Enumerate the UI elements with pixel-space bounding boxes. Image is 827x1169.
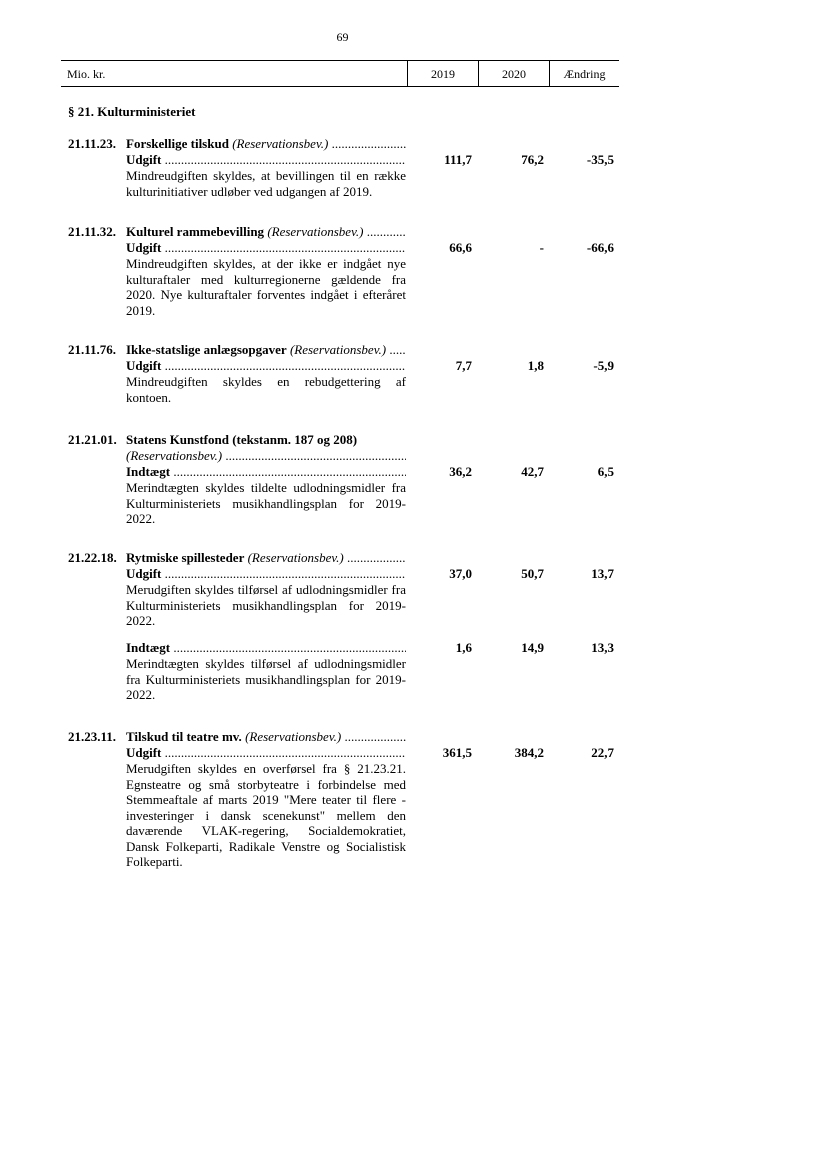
value-2020: 14,9 <box>521 640 544 655</box>
value-2019: 111,7 <box>444 152 472 167</box>
account-code: 21.23.11. <box>68 729 117 744</box>
entry-title: Statens Kunstfond (tekstanm. 187 og 208) <box>126 432 358 447</box>
table-header <box>61 60 619 87</box>
account-code: 21.11.23. <box>68 136 117 151</box>
column-change: Ændring <box>549 61 619 86</box>
entry-title: Kulturel rammebevilling <box>126 224 265 239</box>
entry-description: Mindreudgiften skyldes, at bevillingen til en række kulturinitiativer udløber ved udgangen af 2019. <box>126 168 406 199</box>
value-2020: - <box>539 240 544 255</box>
entry-description: Merudgiften skyldes tilførsel af udlodningsmidler fra Kulturministeriets musikhandlingsplan for 2019-2022. <box>126 582 406 628</box>
value-change: 6,5 <box>597 464 614 479</box>
value-2019: 37,0 <box>449 566 472 581</box>
entry-qualifier: (Reservationsbev.) <box>267 224 364 239</box>
entry-description: Mindreudgiften skyldes en rebudgettering af kontoen. <box>126 374 406 405</box>
row-label: Udgift <box>126 240 162 255</box>
page-number: 69 <box>336 30 349 44</box>
row-label: Indtægt <box>126 464 171 479</box>
entry-qualifier: (Reservationsbev.) <box>247 550 344 565</box>
entry-qualifier: (Reservationsbev.) <box>126 448 223 463</box>
value-2019: 1,6 <box>455 640 472 655</box>
account-code: 21.11.32. <box>68 224 117 239</box>
value-2020: 76,2 <box>521 152 544 167</box>
entry-qualifier: (Reservationsbev.) <box>245 729 342 744</box>
entry-description: Merindtægten skyldes tilførsel af udlodningsmidler fra Kulturministeriets musikhandlingsplan for 2019-2022. <box>126 656 406 702</box>
value-change: 22,7 <box>591 745 614 760</box>
value-change: -35,5 <box>586 152 614 167</box>
value-change: -66,6 <box>586 240 614 255</box>
row-label: Indtægt <box>126 640 171 655</box>
row-label: Udgift <box>126 152 162 167</box>
value-2019: 36,2 <box>449 464 472 479</box>
account-code: 21.11.76. <box>68 342 117 357</box>
entry-title: Forskellige tilskud <box>126 136 229 151</box>
unit-label: Mio. kr. <box>67 67 106 81</box>
value-2020: 50,7 <box>521 566 544 581</box>
value-change: -5,9 <box>593 358 614 373</box>
row-label: Udgift <box>126 358 162 373</box>
column-2019: 2019 <box>407 61 478 86</box>
entry-description: Mindreudgiften skyldes, at der ikke er indgået nye kulturaftaler med kulturregionerne gældende fra 2020. Nye kulturaftaler forventes indgået i efteråret 2019. <box>126 256 406 318</box>
value-2019: 361,5 <box>442 745 472 760</box>
row-label: Udgift <box>126 566 162 581</box>
entry-qualifier: (Reservationsbev.) <box>232 136 329 151</box>
value-change: 13,7 <box>591 566 614 581</box>
column-2020: 2020 <box>478 61 549 86</box>
value-2020: 1,8 <box>527 358 544 373</box>
entry-title: Rytmiske spillesteder <box>126 550 245 565</box>
value-change: 13,3 <box>591 640 614 655</box>
value-2020: 42,7 <box>521 464 544 479</box>
entry-qualifier: (Reservationsbev.) <box>289 342 387 357</box>
entry-description: Merindtægten skyldes tildelte udlodningsmidler fra Kulturministeriets musikhandlingsplan for 2019-2022. <box>126 480 406 526</box>
value-2019: 7,7 <box>455 358 472 373</box>
entry-title: Ikke-statslige anlægsopgaver <box>126 342 287 357</box>
entry-title: Tilskud til teatre mv. <box>126 729 242 744</box>
value-2019: 66,6 <box>449 240 472 255</box>
value-2020: 384,2 <box>514 745 544 760</box>
account-code: 21.22.18. <box>68 550 117 565</box>
row-label: Udgift <box>126 745 162 760</box>
section-heading: § 21. Kulturministeriet <box>68 104 196 119</box>
entry-description: Merudgiften skyldes en overførsel fra § 21.23.21. Egnsteatre og små storbyteatre i forbindelse med Stemmeaftale af marts 2019 "Mere teater til flere - investeringer i dansk scenekunst" mellem den daværende VLAK-regering, Socialdemokratiet, Dansk Folkeparti, Radikale Venstre og Socialistisk Folkeparti. <box>126 761 406 869</box>
account-code: 21.21.01. <box>68 432 117 447</box>
